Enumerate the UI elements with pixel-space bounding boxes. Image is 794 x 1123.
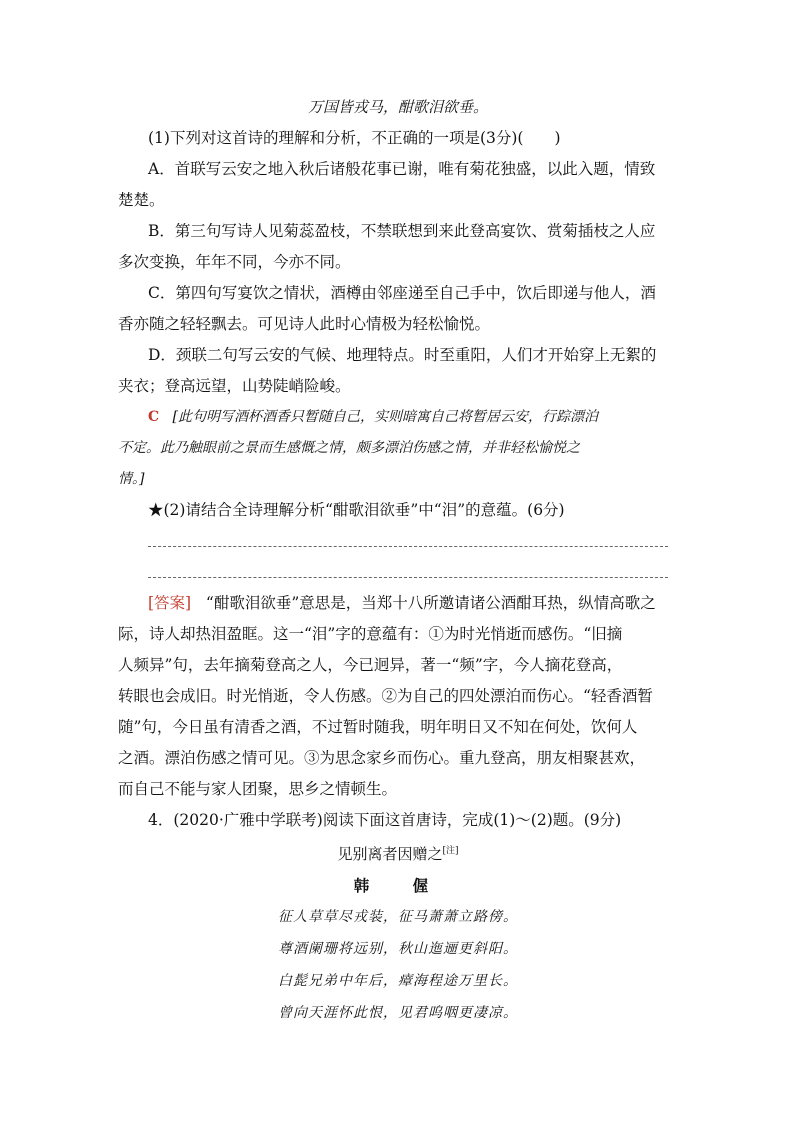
answer-line-2: 际，诗人却热泪盈眶。这一“泪”字的意蕴有：①为时光悄逝而感伤。“旧摘: [118, 625, 623, 643]
q1-answer-line-3: 情。]: [118, 471, 145, 487]
answer-blank-line-2: [118, 557, 678, 588]
answer-line-3: 人频异”句，去年摘菊登高之人，今已迥异，著一“频”字，今人摘花登高，: [118, 656, 623, 674]
q1-answer-line-2: 不定。此乃触眼前之景而生感慨之情，颇多漂泊伤感之情，并非轻松愉悦之: [118, 440, 580, 456]
answer-line-5: 随”句，今日虽有清香之酒，不过暂时随我，明年明日又不知在何处，饮何人: [118, 718, 638, 736]
poem-author: 韩 偓: [353, 876, 443, 895]
poem-title-note: [注]: [442, 846, 459, 856]
option-d-line-2: 夹衣；登高远望，山势陡峭险峻。: [118, 377, 351, 395]
answer-block: [118, 588, 678, 805]
option-c-line-2: 香亦随之轻轻飘去。可见诗人此时心情极为轻松愉悦。: [118, 315, 491, 333]
answer-line-4: 转眼也会成旧。时光悄逝，令人伤感。②为自己的四处漂泊而伤心。“轻香酒暂: [118, 687, 653, 705]
option-d-line-1: D．颈联二句写云安的气候、地理特点。时至重阳，人们才开始穿上无絮的: [148, 346, 657, 364]
q1-answer-line-1: [118, 402, 678, 433]
poem-line: 白髭兄弟中年后，瘴海程途万里长。: [278, 973, 518, 989]
question-4-stem: 4．(2020·广雅中学联考)阅读下面这首唐诗，完成(1)～(2)题。(9分): [148, 811, 622, 829]
question-2-stem: ★(2)请结合全诗理解分析“酣歌泪欲垂”中“泪”的意蕴。(6分): [148, 501, 565, 519]
q1-answer-text-1: [此句明写酒杯酒香只暂随自己，实则暗寓自己将暂居云安，行踪漂泊: [172, 409, 598, 425]
answer-text-1: “酣歌泪欲垂”意思是，当郑十八所邀请诸公酒酣耳热，纵情高歌之: [205, 594, 656, 612]
answer-line-1: [118, 588, 678, 619]
option-c-line-1: C．第四句写宴饮之情状，酒樽由邻座递至自己手中，饮后即递与他人，酒: [148, 284, 656, 302]
answer-blank-line-1: [118, 526, 678, 557]
poem-title: [118, 836, 678, 870]
document-page: [118, 92, 678, 1029]
poem-tail-line: 万国皆戎马，酣歌泪欲垂。: [307, 98, 488, 116]
option-a-line-1: A．首联写云安之地入秋后诸般花事已谢，唯有菊花独盛，以此入题，情致: [148, 160, 656, 178]
poem-line: 尊酒阑珊将远别，秋山迤逦更斜阳。: [278, 941, 518, 957]
poem-line: 曾向天涯怀此恨，见君呜咽更凄凉。: [278, 1005, 518, 1021]
poem-line: 征人草草尽戎装，征马萧萧立路傍。: [278, 909, 518, 925]
option-b-line-1: B．第三句写诗人见菊蕊盈枝，不禁联想到来此登高宴饮、赏菊插枝之人应: [148, 222, 656, 240]
option-a-line-2: 楚楚。: [118, 191, 165, 209]
answer-tag: [答案]: [148, 594, 192, 612]
poem-title-text: 见别离者因赠之: [337, 845, 443, 863]
option-b-line-2: 多次变换，年年不同，今亦不同。: [118, 253, 351, 271]
answer-line-7: 而自己不能与家人团聚，思乡之情顿生。: [118, 780, 398, 798]
question-1-stem: (1)下列对这首诗的理解和分析，不正确的一项是(3分)( ): [148, 129, 561, 147]
q1-answer-letter: C: [148, 409, 160, 425]
answer-line-6: 之酒。漂泊伤感之情可见。③为思念家乡而伤心。重九登高，朋友相聚甚欢，: [118, 749, 646, 767]
poem-body: [118, 901, 678, 1029]
